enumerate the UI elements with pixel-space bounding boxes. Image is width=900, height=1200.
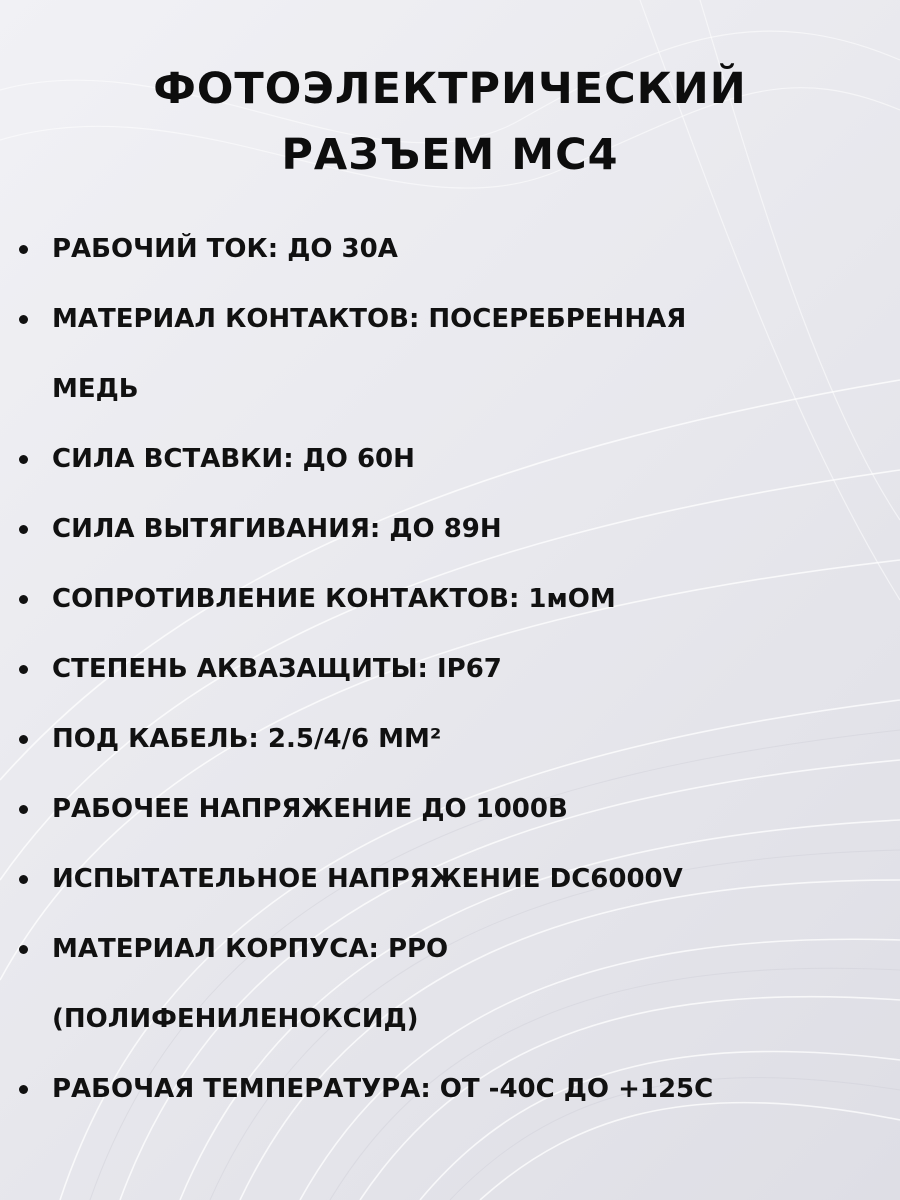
spec-text: СОПРОТИВЛЕНИЕ КОНТАКТОВ: 1мОМ [52,584,616,614]
spec-text: ПОД КАБЕЛЬ: 2.5/4/6 ММ² [52,724,442,754]
spec-text: РАБОЧИЙ ТОК: ДО 30А [52,234,398,264]
bullet-icon [19,665,28,674]
spec-text-continued: МЕДЬ [52,374,139,404]
spec-text-continued: (ПОЛИФЕНИЛЕНОКСИД) [52,1004,419,1034]
bullet-icon [19,805,28,814]
spec-list [0,214,900,1124]
spec-item-cable-size [0,704,900,774]
spec-item-insertion-force [0,424,900,494]
spec-text: МАТЕРИАЛ КОРПУСА: PPO [52,934,449,964]
title-line-2: РАЗЪЕМ МС4 [281,130,619,180]
spec-item-housing-material [0,914,900,1054]
bullet-icon [19,245,28,254]
spec-item-operating-temperature [0,1054,900,1124]
bullet-icon [19,525,28,534]
spec-item-operating-voltage [0,774,900,844]
spec-item-operating-current [0,214,900,284]
bullet-icon [19,1085,28,1094]
spec-item-test-voltage [0,844,900,914]
spec-item-contact-resistance [0,564,900,634]
spec-item-pull-out-force [0,494,900,564]
bullet-icon [19,875,28,884]
spec-text: РАБОЧЕЕ НАПРЯЖЕНИЕ ДО 1000В [52,794,568,824]
bullet-icon [19,945,28,954]
spec-text: СИЛА ВЫТЯГИВАНИЯ: ДО 89Н [52,514,502,544]
bullet-icon [19,595,28,604]
spec-text: СТЕПЕНЬ АКВАЗАЩИТЫ: IP67 [52,654,502,684]
spec-text: СИЛА ВСТАВКИ: ДО 60Н [52,444,415,474]
bullet-icon [19,315,28,324]
spec-item-contact-material [0,284,900,424]
bullet-icon [19,455,28,464]
title-line-1: ФОТОЭЛЕКТРИЧЕСКИЙ [153,64,747,114]
page-title [0,56,900,188]
spec-item-water-protection [0,634,900,704]
spec-text: МАТЕРИАЛ КОНТАКТОВ: ПОСЕРЕБРЕННАЯ [52,304,687,334]
spec-text: ИСПЫТАТЕЛЬНОЕ НАПРЯЖЕНИЕ DC6000V [52,864,683,894]
bullet-icon [19,735,28,744]
spec-text: РАБОЧАЯ ТЕМПЕРАТУРА: ОТ -40С ДО +125С [52,1074,714,1104]
